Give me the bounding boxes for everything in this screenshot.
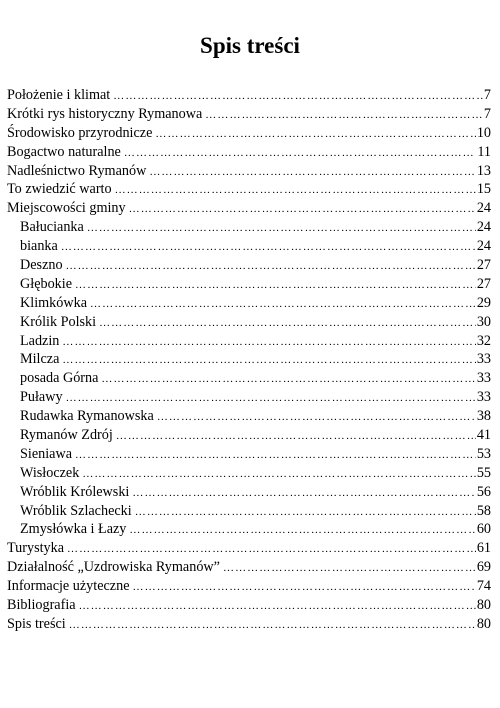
toc-entry-label: Krótki rys historyczny Rymanowa [7,105,203,122]
toc-entry [7,199,491,218]
toc-entry-page-number: 53 [476,445,491,462]
dot-leader [62,333,475,351]
toc-entry-page-number: 27 [476,275,491,292]
toc-entry-page-number: 13 [476,162,491,179]
toc-entry [7,105,491,124]
dot-leader [62,351,475,369]
toc-entry-label: bianka [20,238,58,255]
dot-leader [99,314,476,332]
toc-entry-label: Sieniawa [20,445,73,462]
dot-leader [101,370,475,388]
toc-entry-page-number: 33 [476,370,491,387]
toc-entry-page-number: 7 [483,105,491,122]
toc-entry-label: To zwiedzić warto [7,181,112,198]
toc-entry-page-number: 24 [476,200,491,217]
toc-entry-page-number: 61 [476,540,491,557]
dot-leader [155,125,475,143]
toc-entry-label: Informacje użyteczne [7,578,130,595]
dot-leader [205,106,483,124]
toc-entry-label: Głębokie [20,275,73,292]
toc-entry-label: Rymanów Zdrój [20,427,113,444]
toc-entry-label: Klimkówka [20,294,87,311]
table-of-contents [7,86,491,634]
toc-entry-label: Miejscowości gminy [7,200,126,217]
toc-subentry [7,483,491,502]
dot-leader [75,446,476,464]
toc-entry-page-number: 33 [476,351,491,368]
toc-entry-label: Deszno [20,257,63,274]
toc-entry-page-number: 27 [476,257,491,274]
toc-entry-page-number: 29 [476,294,491,311]
toc-entry-page-number: 15 [476,181,491,198]
dot-leader [135,503,476,521]
toc-entry-page-number: 30 [476,313,491,330]
dot-leader [133,578,476,596]
toc-entry-label: Bibliografia [7,597,76,614]
toc-entry-label: Wróblik Szlachecki [20,502,132,519]
toc-entry-page-number: 32 [476,332,491,349]
toc-subentry [7,426,491,445]
toc-entry [7,143,491,162]
toc-entry-page-number: 11 [477,143,491,160]
dot-leader [87,219,476,237]
toc-entry-page-number: 74 [476,578,491,595]
dot-leader [66,257,476,275]
toc-subentry [7,313,491,332]
dot-leader [90,295,476,313]
dot-leader [69,616,476,634]
toc-subentry [7,350,491,369]
dot-leader [113,87,483,105]
toc-entry-label: Turystyka [7,540,65,557]
toc-entry [7,86,491,105]
toc-entry-label: Położenie i klimat [7,87,111,103]
dot-leader [116,427,476,445]
toc-entry-page-number: 24 [476,238,491,255]
toc-subentry [7,502,491,521]
toc-entry-page-number: 38 [476,408,491,425]
dot-leader [66,389,476,407]
toc-entry-label: Bałucianka [20,219,84,236]
toc-entry-page-number: 80 [476,597,491,614]
toc-entry [7,539,491,558]
toc-entry [7,615,491,634]
dot-leader [82,465,476,483]
dot-leader [61,238,476,256]
toc-entry-page-number: 41 [476,427,491,444]
toc-entry-label: Działalność „Uzdrowiska Rymanów” [7,559,220,576]
toc-entry-label: Wisłoczek [20,464,80,481]
toc-entry-label: Nadleśnictwo Rymanów [7,162,147,179]
toc-subentry [7,388,491,407]
toc-subentry [7,256,491,275]
toc-entry-label: Spis treści [7,615,66,632]
toc-entry-label: Puławy [20,389,63,406]
toc-entry-label: Ladzin [20,332,60,349]
toc-entry-label: Środowisko przyrodnicze [7,124,153,141]
toc-entry-label: Bogactwo naturalne [7,143,121,160]
dot-leader [129,521,475,539]
dot-leader [149,163,476,181]
toc-subentry [7,407,491,426]
toc-entry-label: posada Górna [20,370,99,387]
toc-entry-page-number: 33 [476,389,491,406]
toc-entry-page-number: 80 [476,615,491,632]
toc-entry-label: Milcza [20,351,60,368]
toc-entry-page-number: 10 [476,124,491,141]
toc-entry-page-number: 60 [476,521,491,538]
toc-entry-label: Królik Polski [20,313,97,330]
dot-leader [79,597,476,615]
toc-entry [7,596,491,615]
toc-entry-label: Rudawka Rymanowska [20,408,154,425]
toc-subentry [7,369,491,388]
toc-entry [7,558,491,577]
dot-leader [157,408,476,426]
toc-entry-page-number: 69 [476,559,491,576]
dot-leader [75,276,476,294]
toc-subentry [7,445,491,464]
toc-entry-label: Wróblik Królewski [20,483,130,500]
dot-leader [129,200,476,218]
toc-subentry [7,332,491,351]
toc-entry-page-number: 56 [476,483,491,500]
toc-subentry [7,294,491,313]
toc-entry-page-number: 58 [476,502,491,519]
toc-entry [7,180,491,199]
dot-leader [67,540,476,558]
toc-entry-page-number: 24 [476,219,491,236]
page-title: Spis treści [200,33,300,58]
toc-entry [7,577,491,596]
toc-entry-label: Zmysłówka i Łazy [20,521,127,538]
toc-subentry [7,237,491,256]
toc-entry-page-number: 55 [476,464,491,481]
toc-subentry [7,275,491,294]
toc-subentry [7,218,491,237]
dot-leader [132,484,475,502]
toc-subentry [7,520,491,539]
toc-entry-page-number: 7 [483,87,491,103]
dot-leader [223,559,476,577]
dot-leader [124,144,476,162]
dot-leader [115,181,476,199]
toc-subentry [7,464,491,483]
toc-entry [7,124,491,143]
toc-entry [7,162,491,181]
